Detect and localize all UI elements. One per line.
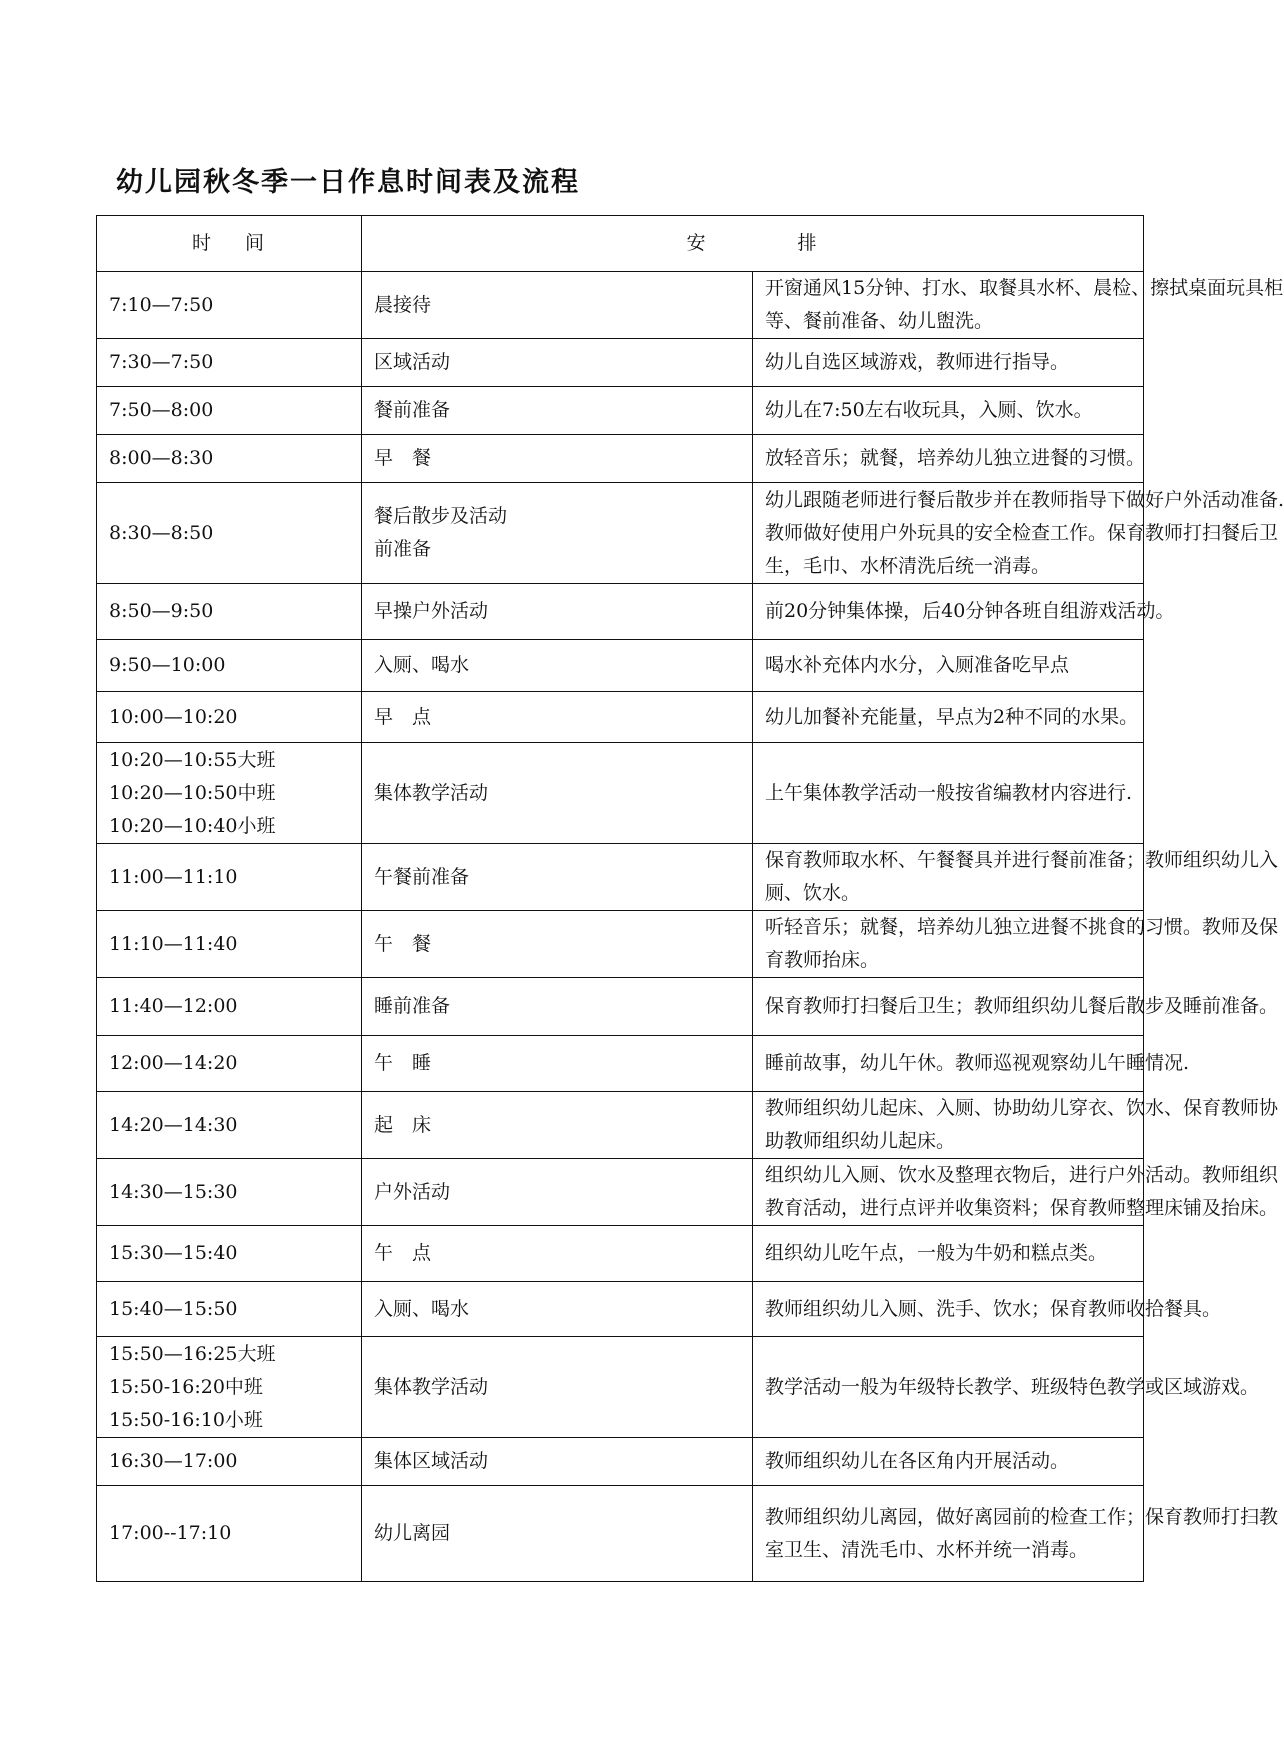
time-line: 10:20—10:40小班 bbox=[109, 814, 276, 837]
time-line: 17:00--17:10 bbox=[109, 1522, 232, 1544]
detail-line: 教学活动一般为年级特长教学、班级特色教学或区域游戏。 bbox=[765, 1375, 1260, 1398]
detail-line: 组织幼儿吃午点，一般为牛奶和糕点类。 bbox=[765, 1242, 1108, 1264]
activity-line: 集体教学活动 bbox=[374, 781, 489, 804]
activity-cell bbox=[362, 640, 753, 692]
activity-line: 早 餐 bbox=[374, 447, 432, 469]
activity-line: 入厕、喝水 bbox=[374, 1297, 470, 1320]
activity-cell bbox=[362, 844, 753, 911]
time-cell bbox=[97, 844, 362, 911]
detail-cell bbox=[753, 339, 1144, 387]
detail-line: 教师做好使用户外玩具的安全检查工作。保育教师打扫餐后卫 bbox=[765, 521, 1279, 544]
detail-line: 教师组织幼儿起床、入厕、协助幼儿穿衣、饮水、保育教师协 bbox=[765, 1097, 1279, 1119]
activity-cell bbox=[362, 1159, 753, 1226]
activity-line: 入厕、喝水 bbox=[374, 654, 470, 676]
detail-cell bbox=[753, 844, 1279, 911]
time-cell bbox=[97, 272, 362, 339]
detail-line: 厕、饮水。 bbox=[765, 882, 861, 904]
header-arrangement bbox=[362, 216, 1144, 272]
detail-cell bbox=[753, 1337, 1260, 1438]
time-line: 12:00—14:20 bbox=[109, 1052, 238, 1074]
detail-line: 教育活动，进行点评并收集资料；保育教师整理床铺及抬床。 bbox=[765, 1197, 1279, 1219]
detail-line: 等、餐前准备、幼儿盥洗。 bbox=[765, 310, 994, 332]
header-arrangement-char: 安 bbox=[686, 232, 708, 254]
detail-cell bbox=[753, 1438, 1144, 1486]
activity-line: 午 睡 bbox=[374, 1052, 432, 1074]
activity-line: 集体教学活动 bbox=[374, 1375, 489, 1398]
activity-line: 午 点 bbox=[374, 1242, 432, 1264]
detail-line: 上午集体教学活动一般按省编教材内容进行. bbox=[765, 781, 1133, 804]
table-row bbox=[97, 584, 1144, 640]
activity-line: 餐后散步及活动 bbox=[374, 505, 508, 527]
time-line: 16:30—17:00 bbox=[109, 1450, 238, 1472]
table-header-row bbox=[97, 216, 1144, 272]
detail-cell bbox=[753, 1092, 1279, 1159]
time-line: 15:40—15:50 bbox=[109, 1297, 238, 1320]
activity-line: 餐前准备 bbox=[374, 399, 451, 421]
time-cell bbox=[97, 978, 362, 1036]
activity-line: 晨接待 bbox=[374, 293, 432, 316]
time-line: 14:20—14:30 bbox=[109, 1113, 238, 1136]
activity-cell bbox=[362, 1337, 753, 1438]
table-row bbox=[97, 272, 1144, 339]
detail-cell bbox=[753, 692, 1144, 743]
activity-line: 起 床 bbox=[374, 1113, 432, 1136]
time-cell bbox=[97, 1092, 362, 1159]
detail-cell bbox=[753, 911, 1279, 978]
time-cell bbox=[97, 339, 362, 387]
detail-line: 生，毛巾、水杯清洗后统一消毒。 bbox=[765, 554, 1051, 577]
time-line: 15:50—16:25大班 bbox=[109, 1342, 276, 1365]
activity-line: 午餐前准备 bbox=[374, 865, 470, 888]
time-cell bbox=[97, 1438, 362, 1486]
detail-line: 睡前故事，幼儿午休。教师巡视观察幼儿午睡情况. bbox=[765, 1052, 1190, 1074]
detail-line: 助教师组织幼儿起床。 bbox=[765, 1130, 956, 1152]
activity-cell bbox=[362, 1282, 753, 1337]
table-row bbox=[97, 1282, 1144, 1337]
detail-cell bbox=[753, 978, 1279, 1036]
detail-line: 保育教师取水杯、午餐餐具并进行餐前准备；教师组织幼儿入 bbox=[765, 849, 1279, 871]
detail-cell bbox=[753, 584, 1175, 640]
activity-cell bbox=[362, 978, 753, 1036]
detail-cell bbox=[753, 483, 1284, 584]
time-cell bbox=[97, 692, 362, 743]
table-row bbox=[97, 339, 1144, 387]
detail-line: 育教师抬床。 bbox=[765, 949, 880, 971]
time-line: 15:30—15:40 bbox=[109, 1242, 238, 1264]
time-line: 7:30—7:50 bbox=[109, 351, 214, 373]
header-time bbox=[97, 216, 362, 272]
time-cell bbox=[97, 1159, 362, 1226]
table-row bbox=[97, 743, 1144, 844]
activity-cell bbox=[362, 483, 753, 584]
time-cell bbox=[97, 483, 362, 584]
activity-line: 早操户外活动 bbox=[374, 600, 489, 622]
table-row bbox=[97, 692, 1144, 743]
activity-cell bbox=[362, 435, 753, 483]
page-title: 幼儿园秋冬季一日作息时间表及流程 bbox=[116, 167, 580, 198]
time-cell bbox=[97, 584, 362, 640]
detail-cell bbox=[753, 743, 1144, 844]
time-cell bbox=[97, 435, 362, 483]
time-line: 10:20—10:50中班 bbox=[109, 781, 276, 804]
detail-line: 幼儿自选区域游戏，教师进行指导。 bbox=[765, 351, 1070, 373]
table-row bbox=[97, 1036, 1144, 1092]
time-line: 11:00—11:10 bbox=[109, 865, 238, 888]
time-line: 8:00—8:30 bbox=[109, 447, 214, 469]
time-line: 11:10—11:40 bbox=[109, 932, 238, 955]
schedule-table bbox=[96, 215, 1284, 1582]
detail-line: 保育教师打扫餐后卫生；教师组织幼儿餐后散步及睡前准备。 bbox=[765, 995, 1279, 1017]
detail-cell bbox=[753, 1226, 1144, 1282]
activity-line: 区域活动 bbox=[374, 351, 451, 373]
table-row bbox=[97, 1486, 1144, 1582]
activity-cell bbox=[362, 1036, 753, 1092]
activity-line: 幼儿离园 bbox=[374, 1522, 451, 1544]
activity-line: 早 点 bbox=[374, 705, 432, 728]
time-line: 8:30—8:50 bbox=[109, 521, 214, 544]
table-row bbox=[97, 435, 1144, 483]
activity-line: 户外活动 bbox=[374, 1180, 451, 1203]
detail-line: 教师组织幼儿离园，做好离园前的检查工作；保育教师打扫教 bbox=[765, 1505, 1279, 1528]
activity-cell bbox=[362, 743, 753, 844]
table-row bbox=[97, 978, 1144, 1036]
table-row bbox=[97, 1092, 1144, 1159]
time-cell bbox=[97, 387, 362, 435]
time-line: 15:50-16:10小班 bbox=[109, 1408, 263, 1431]
detail-cell bbox=[753, 435, 1144, 483]
table-row bbox=[97, 1438, 1144, 1486]
activity-cell bbox=[362, 272, 753, 339]
table-row bbox=[97, 1159, 1144, 1226]
detail-cell bbox=[753, 640, 1144, 692]
time-cell bbox=[97, 640, 362, 692]
time-line: 8:50—9:50 bbox=[109, 600, 214, 622]
time-cell bbox=[97, 1036, 362, 1092]
detail-line: 前20分钟集体操，后40分钟各班自组游戏活动。 bbox=[765, 600, 1175, 622]
detail-cell bbox=[753, 1159, 1279, 1226]
activity-line: 睡前准备 bbox=[374, 995, 451, 1017]
header-arrangement-char: 排 bbox=[797, 232, 819, 254]
detail-cell bbox=[753, 1486, 1279, 1582]
time-line: 9:50—10:00 bbox=[109, 654, 226, 676]
detail-line: 教师组织幼儿入厕、洗手、饮水；保育教师收拾餐具。 bbox=[765, 1297, 1222, 1320]
activity-cell bbox=[362, 1226, 753, 1282]
time-cell bbox=[97, 1486, 362, 1582]
detail-line: 幼儿加餐补充能量，早点为2种不同的水果。 bbox=[765, 705, 1139, 728]
detail-cell bbox=[753, 1036, 1190, 1092]
time-cell bbox=[97, 1282, 362, 1337]
time-cell bbox=[97, 911, 362, 978]
time-line: 15:50-16:20中班 bbox=[109, 1375, 263, 1398]
detail-cell bbox=[753, 272, 1284, 339]
detail-line: 开窗通风15分钟、打水、取餐具水杯、晨检、擦拭桌面玩具柜 bbox=[765, 277, 1284, 299]
activity-cell bbox=[362, 911, 753, 978]
table-row bbox=[97, 844, 1144, 911]
activity-cell bbox=[362, 387, 753, 435]
activity-cell bbox=[362, 1486, 753, 1582]
time-cell bbox=[97, 743, 362, 844]
activity-cell bbox=[362, 692, 753, 743]
detail-line: 室卫生、清洗毛巾、水杯并统一消毒。 bbox=[765, 1538, 1089, 1561]
detail-line: 组织幼儿入厕、饮水及整理衣物后，进行户外活动。教师组织 bbox=[765, 1164, 1279, 1186]
detail-line: 放轻音乐；就餐，培养幼儿独立进餐的习惯。 bbox=[765, 447, 1146, 469]
detail-line: 喝水补充体内水分，入厕准备吃早点 bbox=[765, 654, 1070, 676]
activity-line: 午 餐 bbox=[374, 932, 432, 955]
detail-line: 幼儿在7:50左右收玩具，入厕、饮水。 bbox=[765, 399, 1093, 421]
header-time-char: 间 bbox=[245, 232, 267, 254]
time-line: 7:50—8:00 bbox=[109, 399, 214, 421]
time-cell bbox=[97, 1337, 362, 1438]
time-line: 14:30—15:30 bbox=[109, 1180, 238, 1203]
detail-line: 幼儿跟随老师进行餐后散步并在教师指导下做好户外活动准备. bbox=[765, 488, 1284, 511]
detail-line: 听轻音乐；就餐，培养幼儿独立进餐不挑食的习惯。教师及保 bbox=[765, 916, 1279, 938]
activity-cell bbox=[362, 339, 753, 387]
table-row bbox=[97, 387, 1144, 435]
time-cell bbox=[97, 1226, 362, 1282]
table-row bbox=[97, 911, 1144, 978]
activity-line: 集体区域活动 bbox=[374, 1450, 489, 1472]
header-time-char: 时 bbox=[191, 232, 213, 254]
time-line: 10:20—10:55大班 bbox=[109, 748, 276, 771]
table-row bbox=[97, 640, 1144, 692]
time-line: 10:00—10:20 bbox=[109, 705, 238, 728]
activity-cell bbox=[362, 1438, 753, 1486]
detail-cell bbox=[753, 1282, 1222, 1337]
table-row bbox=[97, 1226, 1144, 1282]
table-row bbox=[97, 1337, 1144, 1438]
table-row bbox=[97, 483, 1144, 584]
activity-line: 前准备 bbox=[374, 538, 432, 560]
detail-line: 教师组织幼儿在各区角内开展活动。 bbox=[765, 1450, 1070, 1472]
detail-cell bbox=[753, 387, 1144, 435]
time-line: 7:10—7:50 bbox=[109, 293, 214, 316]
activity-cell bbox=[362, 1092, 753, 1159]
time-line: 11:40—12:00 bbox=[109, 995, 238, 1017]
activity-cell bbox=[362, 584, 753, 640]
